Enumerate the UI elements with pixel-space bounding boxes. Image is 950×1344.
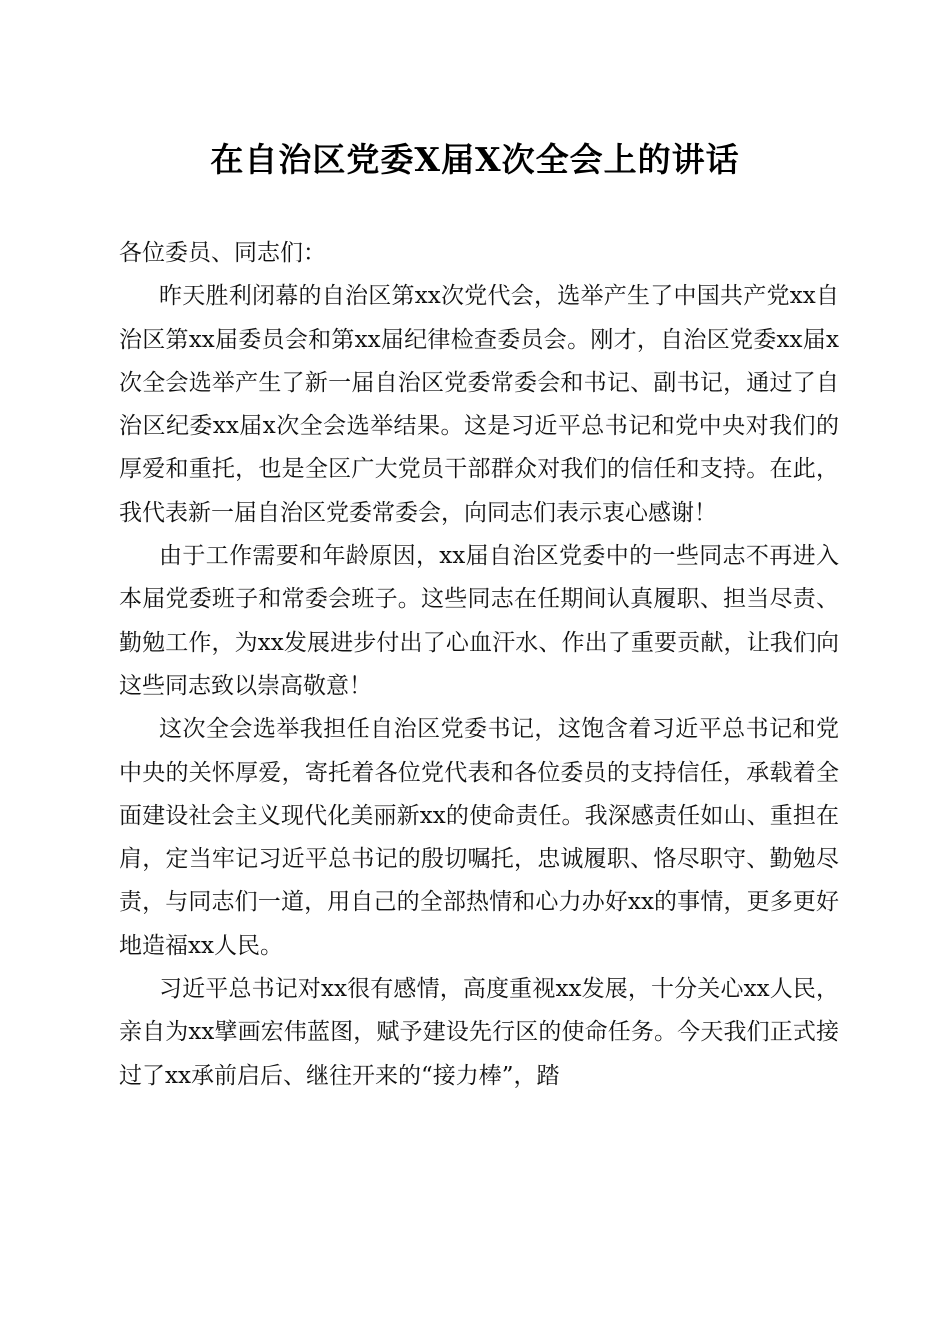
paragraph-3: 这次全会选举我担任自治区党委书记，这饱含着习近平总书记和党中央的关怀厚爱，寄托着各位党代表和各位委员的支持信任，承载着全面建设社会主义现代化美丽新xx的使命责任。我深感责任如山、重担在肩，定当牢记习近平总书记的殷切嘱托，忠诚履职、恪尽职守、勤勉尽责，与同志们一道，用自己的全部热情和心力办好xx的事情，更多更好地造福xx人民。 [119,716,839,959]
paragraph-1: 昨天胜利闭幕的自治区第xx次党代会，选举产生了中国共产党xx自治区第xx届委员会和第xx届纪律检查委员会。刚才，自治区党委xx届x次全会选举产生了新一届自治区党委常委会和书记、副书记，通过了自治区纪委xx届x次全会选举结果。这是习近平总书记和党中央对我们的厚爱和重托，也是全区广大党员干部群众对我们的信任和支持。在此，我代表新一届自治区党委常委会，向同志们表示衷心感谢！ [119,283,839,526]
paragraph-2: 由于工作需要和年龄原因，xx届自治区党委中的一些同志不再进入本届党委班子和常委会班子。这些同志在任期间认真履职、担当尽责、勤勉工作，为xx发展进步付出了心血汗水、作出了重要贡献，让我们向这些同志致以崇高敬意！ [119,543,839,699]
salutation: 各位委员、同志们： [119,240,326,266]
paragraph-4: 习近平总书记对xx很有感情，高度重视xx发展，十分关心xx人民，亲自为xx擘画宏伟蓝图，赋予建设先行区的使命任务。今天我们正式接过了xx承前启后、继往开来的“接力棒”，踏 [119,976,839,1089]
document-title: 在自治区党委X届X次全会上的讲话 [210,140,740,179]
document-body [119,232,839,1098]
